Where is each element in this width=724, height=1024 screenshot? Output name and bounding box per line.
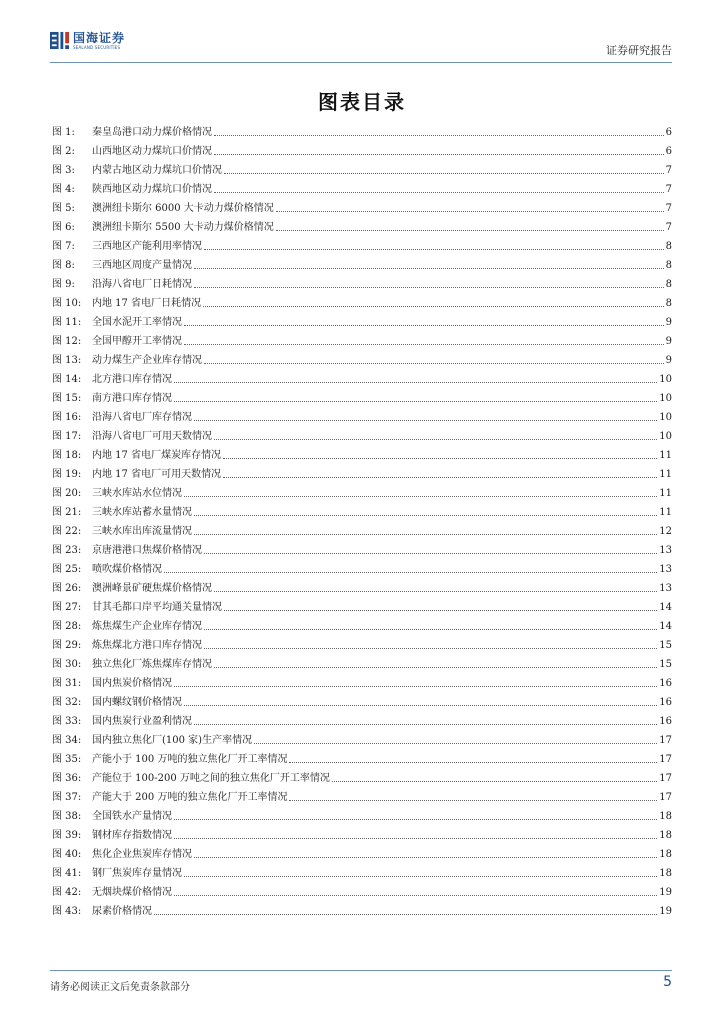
sealand-logo-icon xyxy=(50,31,69,50)
figure-title: 炼焦煤生产企业库存情况 xyxy=(92,621,202,632)
dot-leader xyxy=(204,249,664,250)
dot-leader xyxy=(204,648,657,649)
figure-title: 产能大于 200 万吨的独立焦化厂开工率情况 xyxy=(92,792,288,803)
figure-page-number: 9 xyxy=(665,317,672,328)
figure-label: 图 26: xyxy=(52,583,82,594)
toc-entry[interactable] xyxy=(52,785,672,804)
dot-leader xyxy=(164,572,657,573)
figure-page-number: 17 xyxy=(659,735,672,746)
figure-label: 图 4: xyxy=(52,184,75,195)
figure-title: 国内焦炭行业盈利情况 xyxy=(92,716,192,727)
figure-title: 钢厂焦炭库存量情况 xyxy=(92,868,182,879)
figure-label: 图 7: xyxy=(52,241,75,252)
dot-leader xyxy=(174,819,657,820)
figure-page-number: 8 xyxy=(665,279,672,290)
figure-page-number: 6 xyxy=(665,127,672,138)
figure-label: 图 6: xyxy=(52,222,75,233)
figure-label: 图 38: xyxy=(52,811,82,822)
figure-label: 图 29: xyxy=(52,640,82,651)
dot-leader xyxy=(174,401,657,402)
dot-leader xyxy=(194,287,664,288)
toc-entry[interactable] xyxy=(52,367,672,386)
toc-entry[interactable] xyxy=(52,177,672,196)
dot-leader xyxy=(204,363,664,364)
figure-label: 图 20: xyxy=(52,488,82,499)
toc-entry[interactable] xyxy=(52,576,672,595)
toc-entry[interactable] xyxy=(52,899,672,918)
dot-leader xyxy=(276,230,664,231)
toc-entry[interactable] xyxy=(52,804,672,823)
toc-entry[interactable] xyxy=(52,443,672,462)
figure-page-number: 18 xyxy=(659,830,672,841)
figure-label: 图 36: xyxy=(52,773,82,784)
dot-leader xyxy=(254,743,657,744)
figure-label: 图 3: xyxy=(52,165,75,176)
dot-leader xyxy=(194,420,657,421)
figure-page-number: 11 xyxy=(659,450,672,461)
figure-page-number: 10 xyxy=(659,393,672,404)
page-header xyxy=(50,28,672,63)
figure-label: 图 43: xyxy=(52,906,82,917)
dot-leader xyxy=(154,914,657,915)
figure-title: 京唐港港口焦煤价格情况 xyxy=(92,545,202,556)
figure-page-number: 10 xyxy=(659,431,672,442)
figure-title: 陕西地区动力煤坑口价情况 xyxy=(92,184,212,195)
figure-page-number: 18 xyxy=(659,868,672,879)
dot-leader xyxy=(214,591,657,592)
figure-title: 国内螺纹钢价格情况 xyxy=(92,697,182,708)
figure-label: 图 10: xyxy=(52,298,82,309)
toc-entry[interactable] xyxy=(52,652,672,671)
toc-entry[interactable] xyxy=(52,842,672,861)
toc-title: 图表目录 xyxy=(318,90,406,114)
toc-entry[interactable] xyxy=(52,614,672,633)
figure-label: 图 9: xyxy=(52,279,75,290)
figure-page-number: 8 xyxy=(665,260,672,271)
toc-entry[interactable] xyxy=(52,671,672,690)
toc-entry[interactable] xyxy=(52,728,672,747)
dot-leader xyxy=(289,762,657,763)
toc-entry[interactable] xyxy=(52,481,672,500)
figure-label: 图 23: xyxy=(52,545,82,556)
figure-title: 内蒙古地区动力煤坑口价情况 xyxy=(92,165,222,176)
figure-title: 北方港口库存情况 xyxy=(92,374,172,385)
dot-leader xyxy=(203,306,664,307)
dot-leader xyxy=(194,515,657,516)
figure-label: 图 25: xyxy=(52,564,82,575)
dot-leader xyxy=(184,344,664,345)
figure-title: 内地 17 省电厂煤炭库存情况 xyxy=(92,450,222,461)
figure-title: 甘其毛都口岸平均通关量情况 xyxy=(92,602,222,613)
figure-title: 南方港口库存情况 xyxy=(92,393,172,404)
figure-title: 喷吹煤价格情况 xyxy=(92,564,162,575)
toc-entry[interactable] xyxy=(52,215,672,234)
figure-title: 沿海八省电厂可用天数情况 xyxy=(92,431,212,442)
figure-label: 图 11: xyxy=(52,317,82,328)
toc-entry[interactable] xyxy=(52,557,672,576)
figure-page-number: 18 xyxy=(659,849,672,860)
figure-page-number: 14 xyxy=(659,602,672,613)
figure-page-number: 17 xyxy=(659,754,672,765)
dot-leader xyxy=(184,876,657,877)
figure-label: 图 40: xyxy=(52,849,82,860)
dot-leader xyxy=(184,496,657,497)
figure-page-number: 18 xyxy=(659,811,672,822)
dot-leader xyxy=(332,781,657,782)
figure-title: 三西地区产能利用率情况 xyxy=(92,241,202,252)
figure-title: 尿素价格情况 xyxy=(92,906,152,917)
dot-leader xyxy=(194,268,664,269)
figure-page-number: 9 xyxy=(665,355,672,366)
toc-entry[interactable] xyxy=(52,139,672,158)
toc-entry[interactable] xyxy=(52,386,672,405)
figure-page-number: 9 xyxy=(665,336,672,347)
figure-page-number: 16 xyxy=(659,697,672,708)
figure-page-number: 19 xyxy=(659,887,672,898)
figure-title: 三西地区周度产量情况 xyxy=(92,260,192,271)
figure-title: 炼焦煤北方港口库存情况 xyxy=(92,640,202,651)
toc-entry[interactable] xyxy=(52,272,672,291)
toc-entry[interactable] xyxy=(52,823,672,842)
figure-title: 澳洲纽卡斯尔 6000 大卡动力煤价格情况 xyxy=(92,203,274,214)
figure-label: 图 41: xyxy=(52,868,82,879)
figure-title: 沿海八省电厂库存情况 xyxy=(92,412,192,423)
figure-label: 图 17: xyxy=(52,431,82,442)
toc-entry[interactable] xyxy=(52,519,672,538)
figure-page-number: 10 xyxy=(659,412,672,423)
figure-title: 产能小于 100 万吨的独立焦化厂开工率情况 xyxy=(92,754,288,765)
toc-entry[interactable] xyxy=(52,329,672,348)
logo-name-en: SEALAND SECURITIES xyxy=(73,44,121,50)
figure-title: 全国甲醇开工率情况 xyxy=(92,336,182,347)
figure-page-number: 13 xyxy=(659,564,672,575)
toc-entry[interactable] xyxy=(52,348,672,367)
figure-label: 图 15: xyxy=(52,393,82,404)
toc-entry[interactable] xyxy=(52,690,672,709)
figure-title: 澳洲纽卡斯尔 5500 大卡动力煤价格情况 xyxy=(92,222,274,233)
toc-entry[interactable] xyxy=(52,462,672,481)
figure-title: 山西地区动力煤坑口价情况 xyxy=(92,146,212,157)
toc-entry[interactable] xyxy=(52,253,672,272)
figure-title: 独立焦化厂炼焦煤库存情况 xyxy=(92,659,212,670)
dot-leader xyxy=(204,553,657,554)
figure-label: 图 22: xyxy=(52,526,82,537)
dot-leader xyxy=(174,382,657,383)
toc-entry[interactable] xyxy=(52,633,672,652)
figure-title: 三峡水库站水位情况 xyxy=(92,488,182,499)
figure-page-number: 17 xyxy=(659,792,672,803)
toc-entry[interactable] xyxy=(52,747,672,766)
dot-leader xyxy=(224,173,664,174)
figure-title: 焦化企业焦炭库存情况 xyxy=(92,849,192,860)
figure-label: 图 12: xyxy=(52,336,82,347)
dot-leader xyxy=(174,895,657,896)
dot-leader xyxy=(214,439,657,440)
figure-page-number: 16 xyxy=(659,716,672,727)
figure-page-number: 15 xyxy=(659,659,672,670)
figure-page-number: 10 xyxy=(659,374,672,385)
figure-page-number: 14 xyxy=(659,621,672,632)
toc-entry[interactable] xyxy=(52,158,672,177)
figure-page-number: 11 xyxy=(659,507,672,518)
figure-title: 国内独立焦化厂(100 家)生产率情况 xyxy=(92,735,253,746)
figure-title: 钢材库存指数情况 xyxy=(92,830,172,841)
figure-page-number: 7 xyxy=(665,222,672,233)
figure-page-number: 19 xyxy=(659,906,672,917)
figure-label: 图 5: xyxy=(52,203,75,214)
dot-leader xyxy=(184,705,657,706)
figure-page-number: 13 xyxy=(659,583,672,594)
figure-label: 图 35: xyxy=(52,754,82,765)
figure-title: 三峡水库站蓄水量情况 xyxy=(92,507,192,518)
toc-entry[interactable] xyxy=(52,861,672,880)
figure-title: 全国铁水产量情况 xyxy=(92,811,172,822)
dot-leader xyxy=(289,800,657,801)
figure-page-number: 11 xyxy=(659,488,672,499)
dot-leader xyxy=(276,211,664,212)
figure-label: 图 16: xyxy=(52,412,82,423)
figure-page-number: 12 xyxy=(659,526,672,537)
dot-leader xyxy=(184,325,664,326)
dot-leader xyxy=(223,477,657,478)
dot-leader xyxy=(204,629,657,630)
figure-label: 图 19: xyxy=(52,469,82,480)
dot-leader xyxy=(194,724,657,725)
figure-label: 图 30: xyxy=(52,659,82,670)
report-type-label: 证券研究报告 xyxy=(606,44,672,57)
figure-label: 图 34: xyxy=(52,735,82,746)
figure-page-number: 8 xyxy=(665,298,672,309)
toc-entry[interactable] xyxy=(52,595,672,614)
figure-page-number: 7 xyxy=(665,165,672,176)
figure-page-number: 11 xyxy=(659,469,672,480)
toc-entry[interactable] xyxy=(52,234,672,253)
figure-title: 国内焦炭价格情况 xyxy=(92,678,172,689)
figure-title: 动力煤生产企业库存情况 xyxy=(92,355,202,366)
company-logo xyxy=(50,31,125,50)
figure-label: 图 39: xyxy=(52,830,82,841)
figure-title: 三峡水库出库流量情况 xyxy=(92,526,192,537)
figure-label: 图 13: xyxy=(52,355,82,366)
figure-page-number: 15 xyxy=(659,640,672,651)
dot-leader xyxy=(223,458,657,459)
dot-leader xyxy=(174,686,657,687)
disclaimer-text: 请务必阅读正文后免责条款部分 xyxy=(50,982,190,993)
figure-title: 内地 17 省电厂可用天数情况 xyxy=(92,469,222,480)
figure-page-number: 16 xyxy=(659,678,672,689)
figure-page-number: 7 xyxy=(665,184,672,195)
toc-entry[interactable] xyxy=(52,709,672,728)
dot-leader xyxy=(214,154,664,155)
toc-entry[interactable] xyxy=(52,405,672,424)
dot-leader xyxy=(214,192,664,193)
figure-title: 秦皇岛港口动力煤价格情况 xyxy=(92,127,212,138)
dot-leader xyxy=(224,610,657,611)
page-footer xyxy=(50,970,672,993)
toc-entry[interactable] xyxy=(52,120,672,139)
figure-label: 图 18: xyxy=(52,450,82,461)
toc-entry[interactable] xyxy=(52,196,672,215)
figure-page-number: 17 xyxy=(659,773,672,784)
figure-label: 图 21: xyxy=(52,507,82,518)
toc-entry[interactable] xyxy=(52,424,672,443)
toc-entry[interactable] xyxy=(52,538,672,557)
dot-leader xyxy=(174,838,657,839)
figure-page-number: 7 xyxy=(665,203,672,214)
figure-label: 图 32: xyxy=(52,697,82,708)
figure-page-number: 6 xyxy=(665,146,672,157)
figure-label: 图 1: xyxy=(52,127,75,138)
page-number: 5 xyxy=(663,974,672,990)
figure-title: 全国水泥开工率情况 xyxy=(92,317,182,328)
figure-label: 图 31: xyxy=(52,678,82,689)
logo-name-cn: 国海证券 xyxy=(73,30,126,45)
toc-entry[interactable] xyxy=(52,291,672,310)
figure-title: 沿海八省电厂日耗情况 xyxy=(92,279,192,290)
toc-entry[interactable] xyxy=(52,766,672,785)
figure-title: 无烟块煤价格情况 xyxy=(92,887,172,898)
figure-label: 图 8: xyxy=(52,260,75,271)
figure-title: 内地 17 省电厂日耗情况 xyxy=(92,298,202,309)
figure-label: 图 33: xyxy=(52,716,82,727)
figure-page-number: 13 xyxy=(659,545,672,556)
toc-entry[interactable] xyxy=(52,310,672,329)
figure-label: 图 28: xyxy=(52,621,82,632)
figure-label: 图 27: xyxy=(52,602,82,613)
figure-label: 图 37: xyxy=(52,792,82,803)
toc-entry[interactable] xyxy=(52,880,672,899)
toc-entry[interactable] xyxy=(52,500,672,519)
figure-label: 图 14: xyxy=(52,374,82,385)
figure-title: 澳洲峰景矿硬焦煤价格情况 xyxy=(92,583,212,594)
figure-title: 产能位于 100-200 万吨之间的独立焦化厂开工率情况 xyxy=(92,773,330,784)
figure-page-number: 8 xyxy=(665,241,672,252)
figure-label: 图 2: xyxy=(52,146,75,157)
dot-leader xyxy=(194,857,657,858)
dot-leader xyxy=(214,667,657,668)
dot-leader xyxy=(194,534,657,535)
figure-label: 图 42: xyxy=(52,887,82,898)
figure-list xyxy=(52,120,672,918)
dot-leader xyxy=(214,135,664,136)
